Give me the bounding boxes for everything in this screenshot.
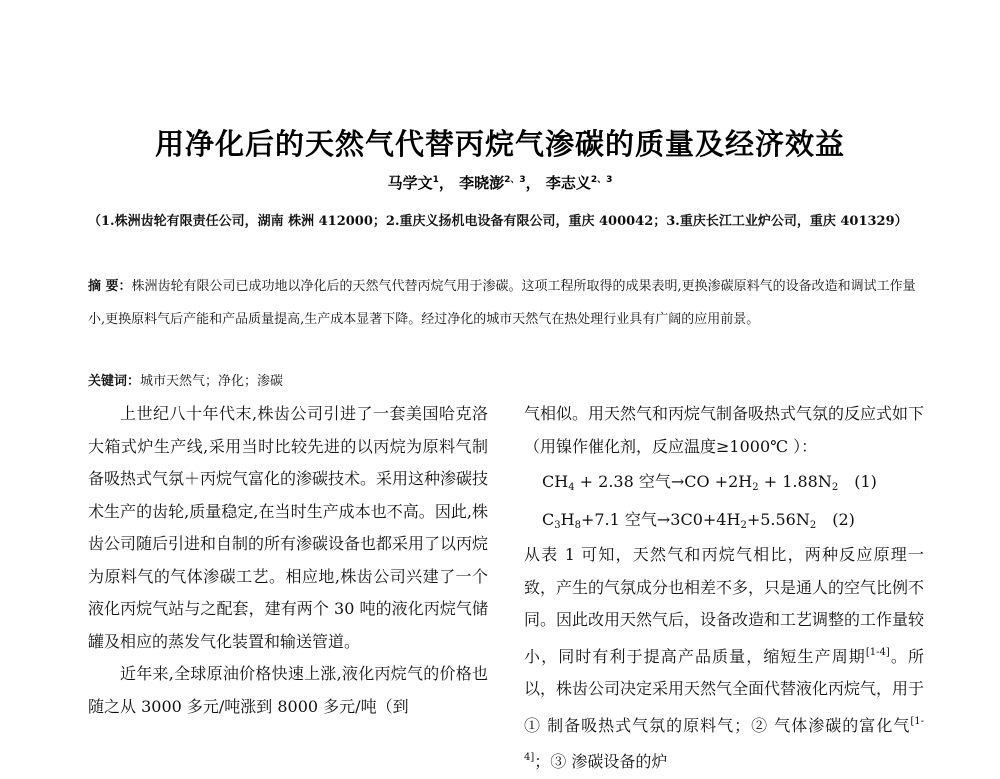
eq-subscript: 2: [740, 520, 747, 531]
author-name: 李志义: [545, 174, 591, 192]
eq-subscript: 2: [831, 482, 839, 493]
equation-number: (2): [832, 510, 855, 529]
keywords-text: 城市天然气；净化；渗碳: [140, 374, 284, 389]
eq-subscript: 4: [568, 482, 575, 493]
body-column-right: [524, 398, 924, 779]
abstract: [88, 270, 923, 336]
author-affil-mark: 2、3: [504, 175, 526, 185]
citation-ref[interactable]: [1-4]: [524, 715, 924, 763]
author-separator: ，: [438, 174, 454, 192]
body-paragraph: 上世纪八十年代末,株齿公司引进了一套美国哈克洛大箱式炉生产线,采用当时比较先进的以丙烷为原料气制备吸热式气氛＋丙烷气富化的渗碳技术。采用这种渗碳技术生产的齿轮,质量稳定,在当时生产成本也不高。因此,株齿公司随后引进和自制的所有渗碳设备也都采用了以丙烷为原料气的气体渗碳工艺。相应地,株齿公司兴建了一个液化丙烷气站与之配套，建有两个 30 吨的液化丙烷气储罐及相应的蒸发气化装置和输送管道。: [88, 404, 489, 651]
eq-term: C: [542, 510, 555, 529]
body-text: 从表 1 可知，天然气和丙烷气相比，两种反应原理一致，产生的气氛成分也相差不多，只是通人的空气比例不同。因此改用天然气后，设备改造和工艺调整的工作量较小，同时有利于提高产品质量，缩短生产周期: [524, 545, 925, 666]
equation-2: [524, 501, 924, 539]
eq-term: CH: [542, 472, 569, 491]
abstract-text: 株洲齿轮有限公司已成功地以净化后的天然气代替丙烷气用于渗碳。这项工程所取得的成果表明,更换渗碳原料气的设备改造和调试工作量小,更换原料气后产能和产品质量提高,生产成本显著下降。经过净化的城市天然气在热处理行业具有广阔的应用前景。: [88, 279, 916, 327]
eq-term: +7.1 空气→3C0+4H: [580, 510, 741, 529]
paper-title: 用净化后的天然气代替丙烷气渗碳的质量及经济效益: [154, 127, 845, 161]
author-separator: ，: [525, 174, 541, 192]
equation-1: [524, 463, 924, 501]
author-affil-mark: 2、3: [590, 175, 613, 185]
body-text: ；③ 渗碳设备的炉: [534, 752, 668, 771]
body-column-left: [88, 398, 488, 723]
eq-term: + 2.38 空气→CO +2H: [574, 472, 753, 491]
equation-number: (1): [854, 472, 877, 491]
author-name: 李晓澎: [459, 174, 505, 192]
keywords: [88, 372, 923, 392]
eq-subscript: 2: [752, 482, 759, 493]
author-list: [0, 172, 1000, 193]
eq-subscript: 8: [574, 520, 581, 531]
author-affil-mark: 1: [432, 175, 439, 185]
body-paragraph: 近年来,全球原油价格快速上涨,液化丙烷气的价格也随之从 3000 多元/吨涨到 8000 多元/吨（到: [88, 664, 488, 716]
citation-ref[interactable]: [1-4]: [865, 646, 890, 658]
eq-term: +5.56N: [746, 510, 810, 529]
body-paragraph: [524, 539, 924, 779]
eq-term: + 1.88N: [758, 472, 832, 491]
eq-subscript: 2: [809, 520, 817, 531]
body-paragraph: 气相似。用天然气和丙烷气制备吸热式气氛的反应式如下（用镍作催化剂，反应温度≥1000℃ ）：: [524, 404, 925, 456]
body-text: 。所以，株齿公司决定采用天然气全面代替液化丙烷气，用于① 制备吸热式气氛的原料气；② 气体渗碳的富化气: [524, 646, 925, 735]
affiliations: （1.株洲齿轮有限责任公司，湖南 株洲 412000；2.重庆义扬机电设备有限公司，重庆 400042；3.重庆长江工业炉公司，重庆 401329）: [88, 214, 908, 229]
abstract-label: 摘 要：: [88, 279, 132, 294]
eq-term: H: [560, 510, 575, 529]
author-name: 马学文: [387, 174, 433, 192]
keywords-label: 关键词：: [88, 374, 141, 389]
eq-subscript: 3: [554, 520, 561, 531]
